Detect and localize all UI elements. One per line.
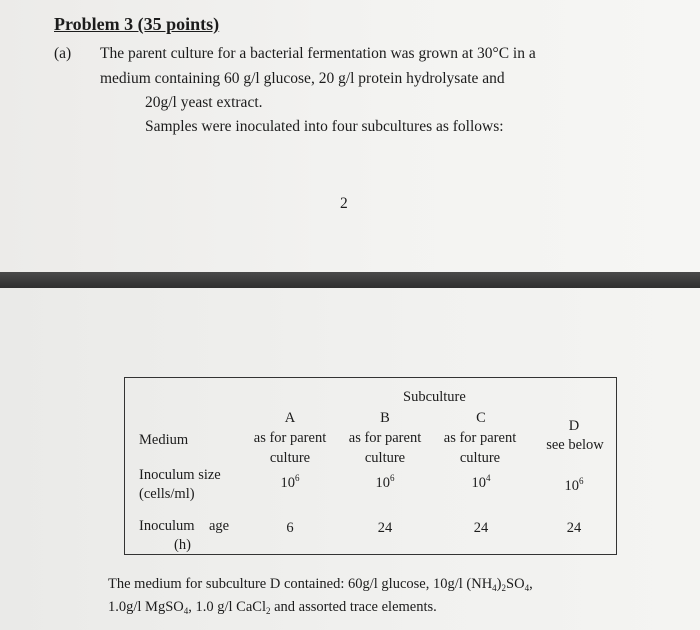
page-separator-band — [0, 272, 700, 288]
inoculum-size-c: $10^4$ — [471, 473, 491, 491]
inoculum-size-d: $10^6$ — [564, 476, 584, 494]
problem-line-4: Samples were inoculated into four subcultures as follows: — [145, 118, 504, 135]
page-upper — [0, 0, 700, 272]
footnote-line-2: 1.0g/l MgSO$_4$, 1.0 g/l CaCl$_2$ and assorted trace elements. — [108, 599, 437, 616]
medium-d: see below — [546, 437, 604, 453]
part-label: (a) — [54, 45, 72, 62]
column-letter-d: D — [568, 418, 580, 434]
row-label-inoculum-age-unit: (h) — [174, 537, 191, 553]
row-label-inoculum-age-word: age — [209, 518, 230, 534]
row-label-inoculum-age: Inoculum — [139, 518, 195, 534]
page-number: 2 — [340, 195, 348, 212]
row-label-inoculum-size: Inoculum size — [139, 467, 221, 483]
medium-c-line1: as for parent — [443, 430, 517, 446]
column-letter-b: B — [380, 410, 390, 426]
medium-a-line2: culture — [269, 450, 311, 466]
medium-b-line2: culture — [364, 450, 406, 466]
inoculum-age-a: 6 — [286, 520, 294, 536]
inoculum-size-b: $10^6$ — [375, 473, 395, 491]
footnote-line-1: The medium for subculture D contained: 60g/l glucose, 10g/l $(NH_4)_2SO_4$, — [108, 576, 533, 593]
problem-line-1: The parent culture for a bacterial fermentation was grown at 30°C in a — [100, 45, 536, 62]
inoculum-age-c: 24 — [473, 520, 489, 536]
medium-b-line1: as for parent — [348, 430, 422, 446]
column-letter-c: C — [476, 410, 486, 426]
column-letter-a: A — [284, 410, 296, 426]
problem-line-3: 20g/l yeast extract. — [145, 94, 263, 111]
inoculum-age-d: 24 — [566, 520, 582, 536]
medium-c-line2: culture — [459, 450, 501, 466]
inoculum-size-a: $10^6$ — [280, 473, 300, 491]
problem-title: Problem 3 (35 points) — [54, 14, 220, 34]
inoculum-age-b: 24 — [377, 520, 393, 536]
row-label-inoculum-size-unit: (cells/ml) — [139, 486, 195, 502]
row-label-medium: Medium — [139, 432, 189, 448]
problem-line-2: medium containing 60 g/l glucose, 20 g/l protein hydrolysate and — [100, 70, 505, 87]
medium-a-line1: as for parent — [253, 430, 327, 446]
subculture-header: Subculture — [403, 389, 466, 405]
